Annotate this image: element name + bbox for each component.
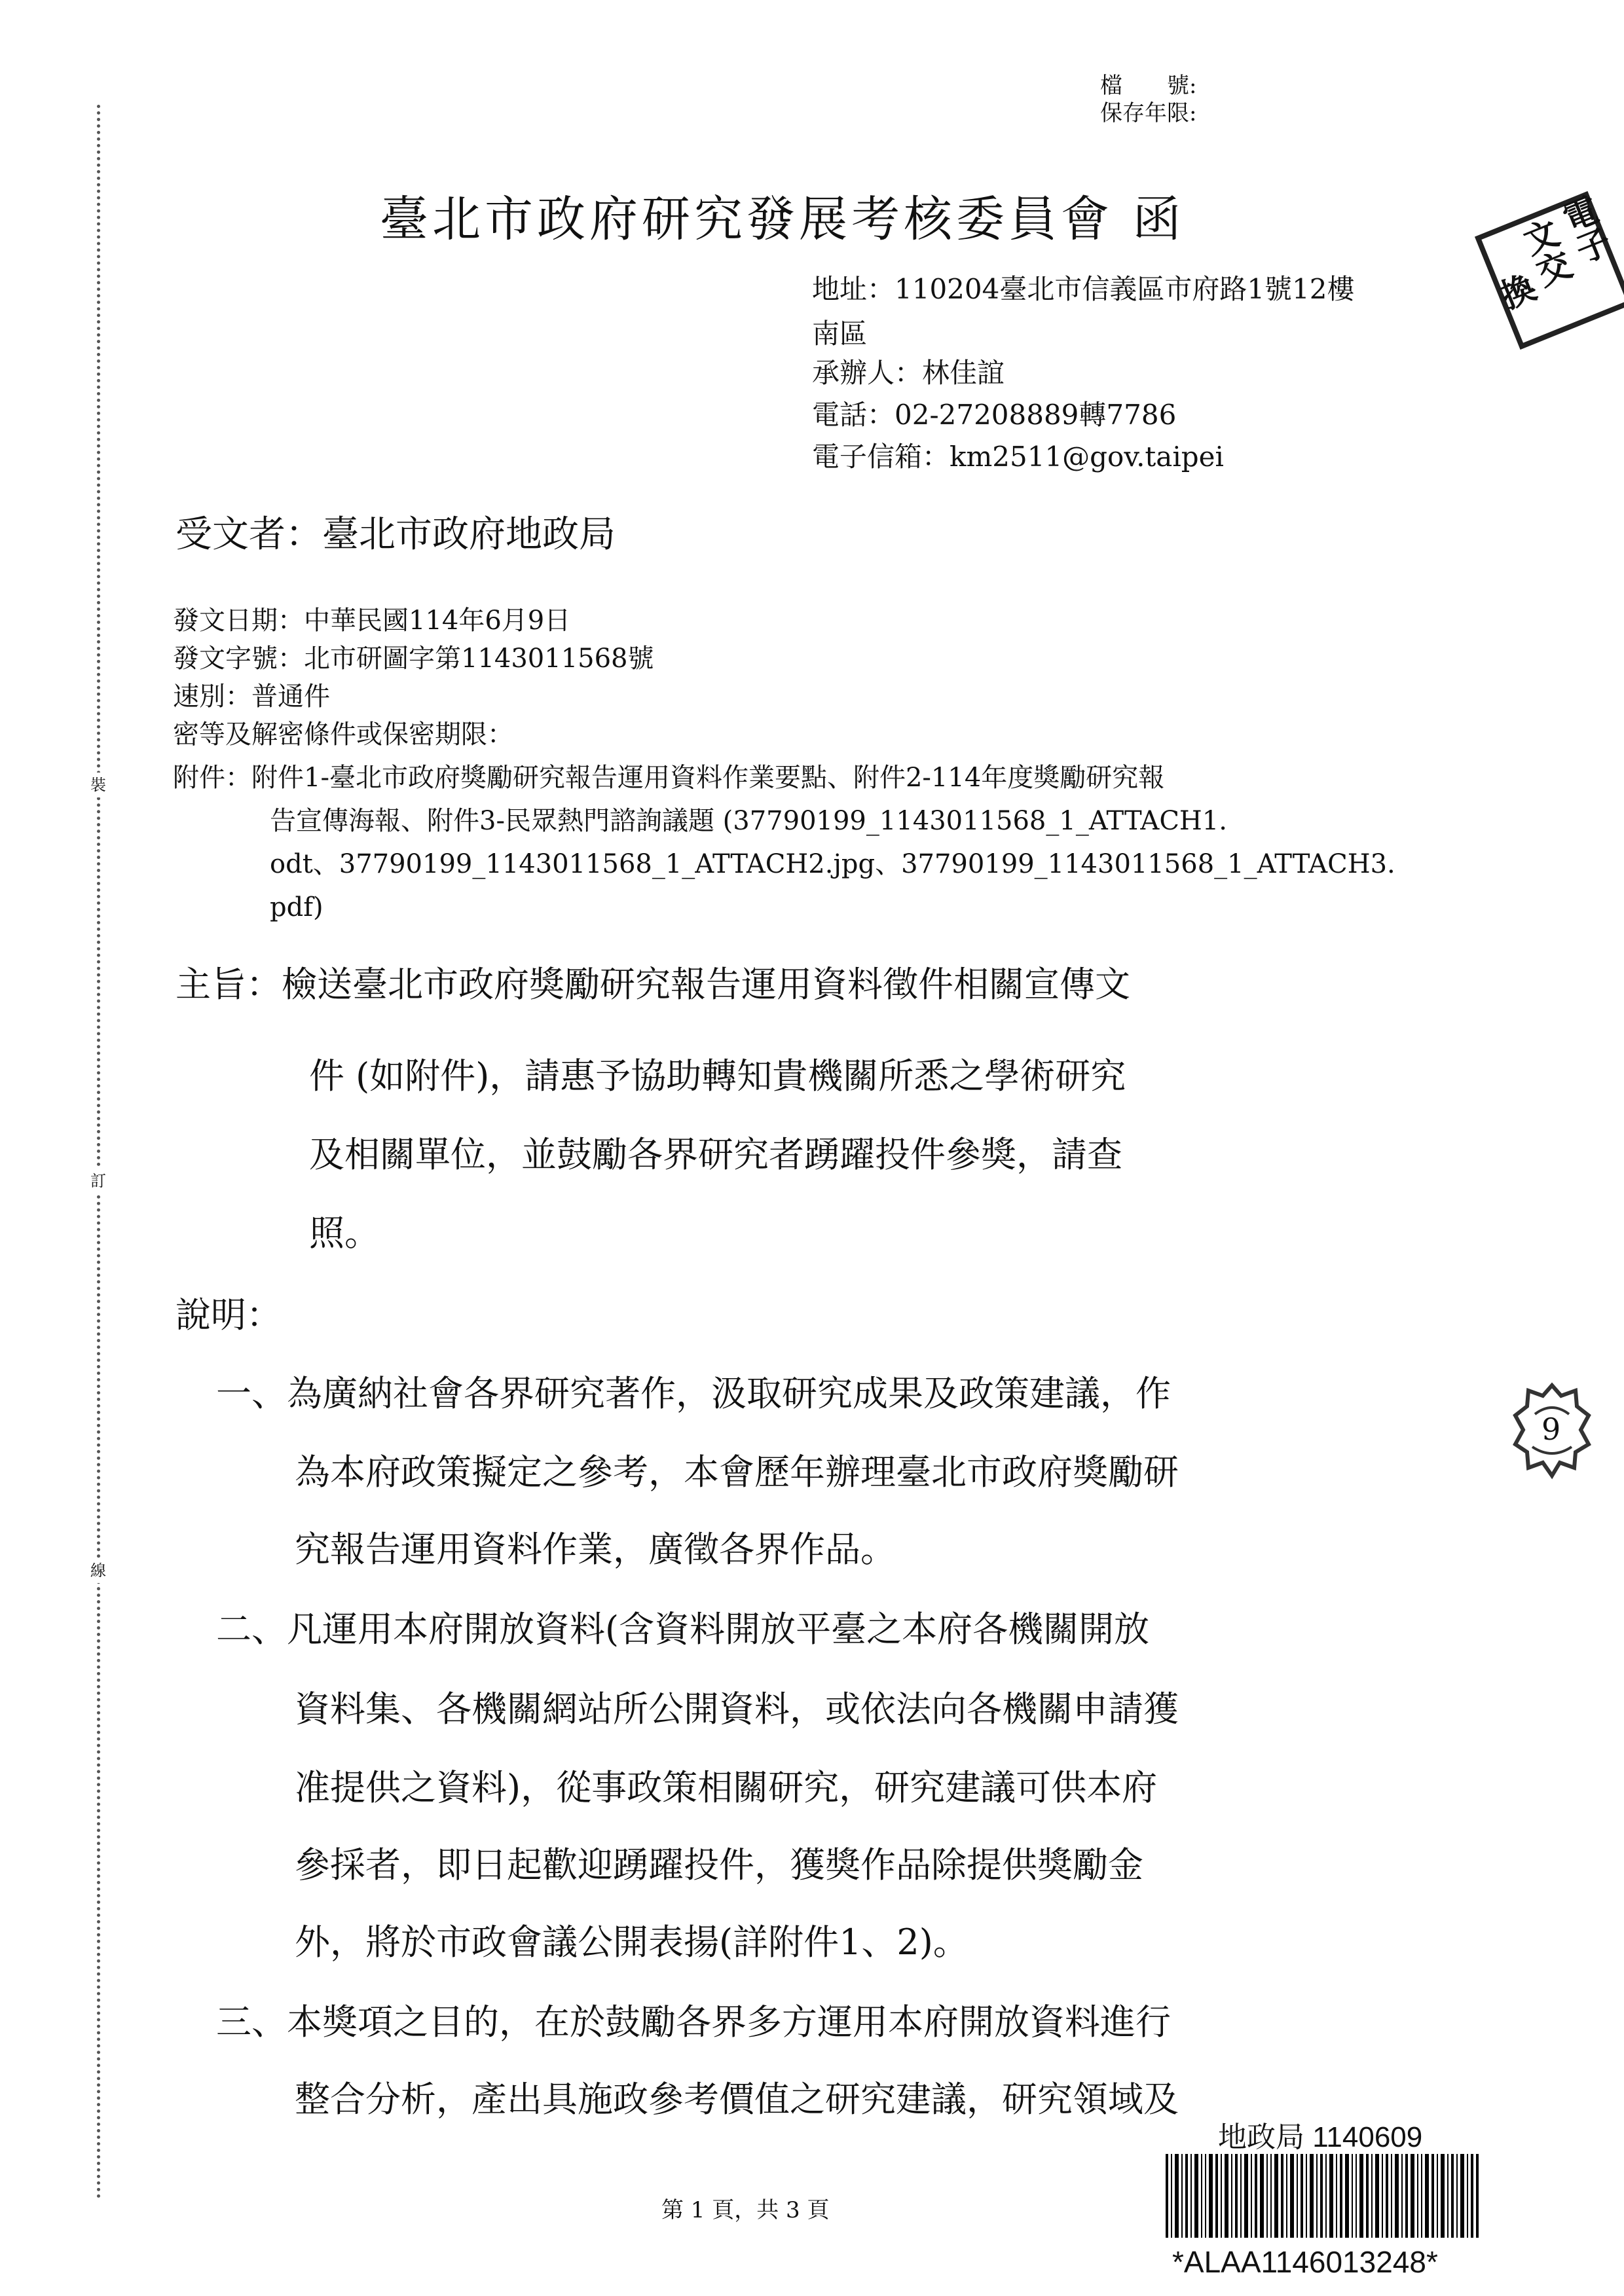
stamp-text-col1: 電子 [1552, 191, 1615, 270]
file-number-label: 檔 號: [1100, 73, 1197, 99]
explanation-item1-line3: 究報告運用資料作業，廣徵各界作品。 [295, 1529, 896, 1570]
page-number: 第 1 頁，共 3 頁 [661, 2197, 830, 2223]
binding-char-xian: 線 [90, 1558, 106, 1583]
explanation-item1-line2: 為本府政策擬定之參考，本會歷年辦理臺北市政府獎勵研 [295, 1451, 1179, 1493]
phone-number: 電話：02-27208889轉7786 [812, 399, 1177, 431]
binding-char-ding: 訂 [90, 1169, 106, 1194]
subject-line-4: 照。 [309, 1212, 380, 1254]
attachments-line-4: pdf) [270, 892, 323, 922]
binding-dotted-line [97, 105, 100, 2200]
explanation-item3-line1: 三、本獎項之目的，在於鼓勵各界多方運用本府開放資料進行 [216, 2001, 1171, 2043]
explanation-item2-line1: 二、凡運用本府開放資料(含資料開放平臺之本府各機關開放 [216, 1609, 1150, 1650]
email-address: 電子信箱：km2511@gov.taipei [812, 441, 1224, 473]
address-line-2: 南區 [812, 318, 868, 350]
barcode [1166, 2154, 1480, 2240]
addressee: 受文者：臺北市政府地政局 [175, 513, 616, 556]
explanation-item2-line4: 參採者，即日起歡迎踴躍投件，獲獎作品除提供獎勵金 [295, 1844, 1143, 1886]
stamp-text-col3: 換 [1490, 268, 1540, 316]
address-line-1: 地址：110204臺北市信義區市府路1號12樓 [812, 273, 1355, 305]
document-title: 臺北市政府研究發展考核委員會 函 [380, 191, 1185, 247]
seal-number: 9 [1541, 1412, 1561, 1447]
subject-line-2: 件 (如附件)，請惠予協助轉知貴機關所悉之學術研究 [309, 1055, 1126, 1097]
handler-name: 承辦人：林佳誼 [812, 357, 1005, 389]
binding-char-zhuang: 裝 [90, 773, 106, 797]
explanation-item2-line3: 准提供之資料)，從事政策相關研究，研究建議可供本府 [295, 1767, 1158, 1808]
barcode-icon [1166, 2154, 1480, 2238]
retention-period-label: 保存年限: [1100, 100, 1197, 126]
attachments-line-3: odt、37790199_1143011568_1_ATTACH2.jpg、37790199_1143011568_1_ATTACH3. [270, 849, 1395, 879]
electronic-exchange-stamp [1467, 183, 1624, 354]
subject-line-3: 及相關單位，並鼓勵各界研究者踴躍投件參獎，請查 [309, 1134, 1122, 1175]
explanation-item3-line2: 整合分析，產出具施政參考價值之研究建議，研究領域及 [295, 2079, 1179, 2120]
explanation-heading: 說明： [175, 1294, 282, 1336]
explanation-item1-line1: 一、為廣納社會各界研究著作，汲取研究成果及政策建議，作 [216, 1373, 1171, 1414]
attachments-line-1: 附件：附件1-臺北市政府獎勵研究報告運用資料作業要點、附件2-114年度獎勵研究報 [173, 763, 1165, 793]
attachments-line-2: 告宣傳海報、附件3-民眾熱門諮詢議題 (37790199_1143011568_1_ATTACH1. [270, 806, 1227, 836]
secrecy-level: 密等及解密條件或保密期限： [173, 720, 513, 750]
document-number: 發文字號：北市研圖字第1143011568號 [173, 644, 654, 674]
barcode-text: *ALAA1146013248* [1172, 2245, 1438, 2279]
issue-date: 發文日期：中華民國114年6月9日 [173, 606, 571, 636]
stamp-text-col2: 文交 [1513, 214, 1576, 293]
subject-line-1: 主旨：檢送臺北市政府獎勵研究報告運用資料徵件相關宣傳文 [175, 964, 1130, 1005]
receipt-label: 地政局 1140609 [1218, 2121, 1423, 2153]
received-seal [1513, 1381, 1591, 1480]
explanation-item2-line5: 外，將於市政會議公開表揚(詳附件1、2)。 [295, 1922, 969, 1963]
explanation-item2-line2: 資料集、各機關網站所公開資料，或依法向各機關申請獲 [295, 1688, 1179, 1730]
delivery-speed: 速別：普通件 [173, 682, 330, 712]
